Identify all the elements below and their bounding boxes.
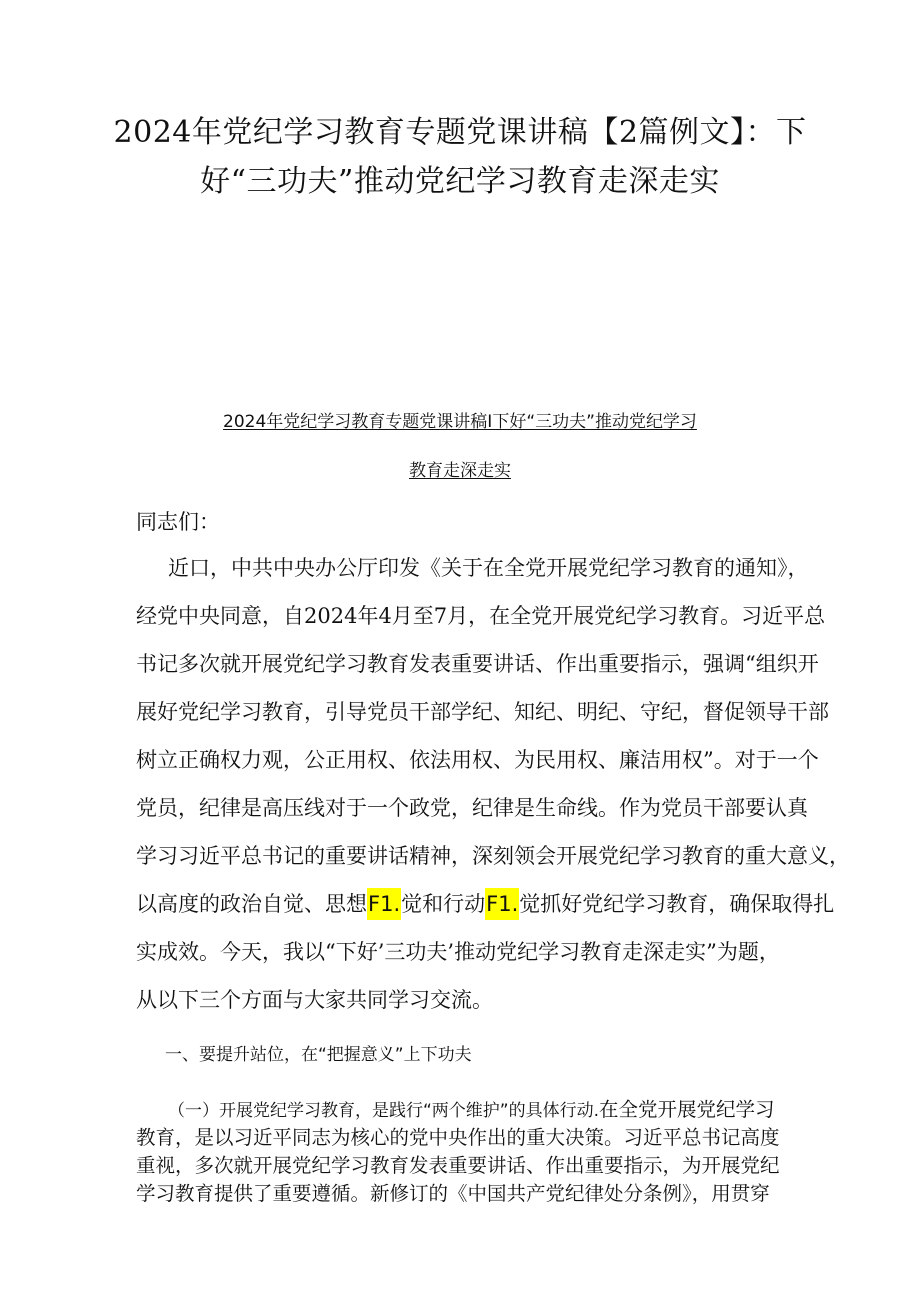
section-1-para-line-3: 重视，多次就开展党纪学习教育发表重要讲话、作出重要指示，为开展党纪 bbox=[136, 1154, 780, 1177]
highlighted-mark-2: F1. bbox=[485, 888, 519, 920]
paragraph-1-line-7: 学习习近平总书记的重要讲话精神，深刻领会开展党纪学习教育的重大意义， bbox=[136, 844, 850, 868]
paragraph-1-line-8 bbox=[136, 889, 834, 919]
highlighted-mark-1: F1. bbox=[367, 888, 401, 920]
section-1-para-line-4: 学习教育提供了重要遵循。新修订的《中国共产党纪律处分条例》，用贯穿 bbox=[136, 1182, 770, 1205]
section-1-para-line-1 bbox=[168, 1096, 775, 1125]
article-title-line-2: 教育走深走实 bbox=[409, 461, 511, 481]
article-title-line-1: 2024年党纪学习教育专题党课讲稿I下好“三功夫”推动党纪学习 bbox=[223, 412, 697, 432]
paragraph-1-line-1: 近口，中共中央办公厅印发《关于在全党开展党纪学习教育的通知》， bbox=[168, 556, 809, 580]
salutation: 同志们： bbox=[136, 510, 220, 534]
paragraph-1-line-4: 展好党纪学习教育，引导党员干部学纪、知纪、明纪、守纪，督促领导干部 bbox=[136, 700, 829, 724]
document-title-line-1: 2024年党纪学习教育专题党课讲稿【2篇例文】：下 bbox=[113, 115, 807, 150]
line-8-part-2: 觉和行动 bbox=[401, 892, 486, 916]
document-title bbox=[100, 108, 820, 206]
paragraph-1-line-10: 从以下三个方面与大家共同学习交流。 bbox=[136, 988, 493, 1012]
paragraph-1-line-9: 实成效。今天，我以“下好’三功夫’推动党纪学习教育走深走实”为题， bbox=[136, 940, 780, 964]
section-1-para-lead: （一）开展党纪学习教育，是践行“两个维护”的具体行动. bbox=[168, 1101, 600, 1121]
paragraph-1-line-6: 党员，纪律是高压线对于一个政党，纪律是生命线。作为党员干部要认真 bbox=[136, 796, 808, 820]
document-title-line-2: 好“三功夫”推动党纪学习教育走深走实 bbox=[200, 164, 720, 199]
section-1-para-line-2: 教育，是以习近平同志为核心的党中央作出的重大决策。习近平总书记高度 bbox=[136, 1126, 780, 1149]
paragraph-1-line-3: 书记多次就开展党纪学习教育发表重要讲话、作出重要指示，强调“组织开 bbox=[136, 652, 819, 676]
paragraph-1-line-5: 树立正确权力观，公正用权、依法用权、为民用权、廉洁用权”。对于一个 bbox=[136, 748, 819, 772]
line-8-part-1: 以高度的政治自觉、思想 bbox=[136, 892, 367, 916]
paragraph-1-line-2: 经党中央同意，自2024年4月至7月，在全党开展党纪学习教育。习近平总 bbox=[136, 604, 826, 628]
section-1-para-line-1-rest: 在全党开展党纪学习 bbox=[599, 1098, 775, 1121]
line-8-part-3: 觉抓好党纪学习教育，确保取得扎 bbox=[519, 892, 835, 916]
section-1-heading: 一、要提升站位，在“把握意义”上下功夫 bbox=[165, 1045, 472, 1065]
